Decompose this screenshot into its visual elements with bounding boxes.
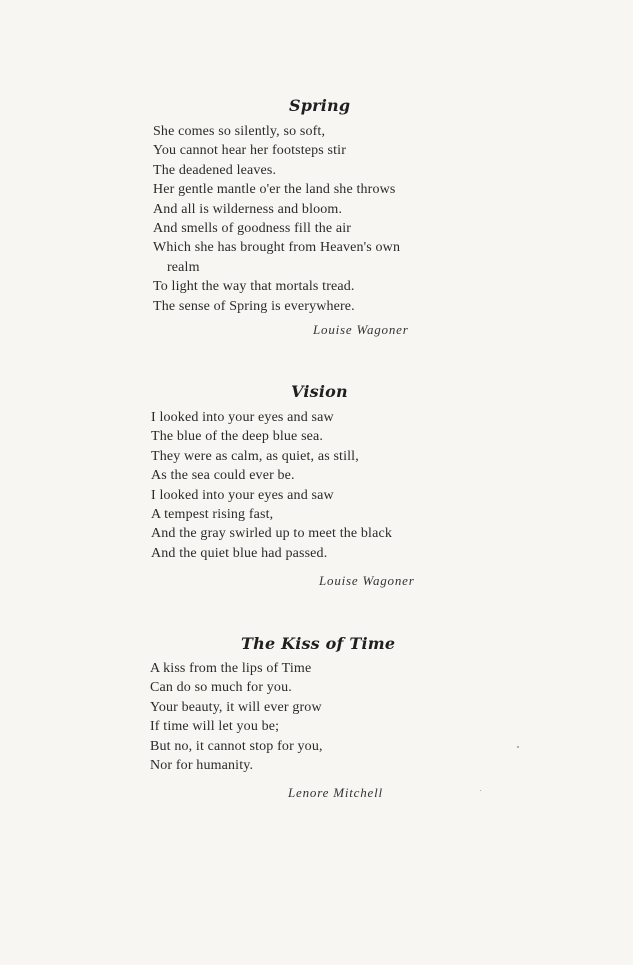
poem-lines — [150, 659, 323, 775]
poem-line: realm — [167, 259, 200, 275]
poem-line: You cannot hear her footsteps stir — [153, 143, 347, 159]
poem-title: Spring — [289, 96, 351, 115]
poem-line: She comes so silently, so soft, — [153, 124, 326, 139]
poem-line: They were as calm, as quiet, as still, — [151, 448, 359, 464]
scan-speck — [480, 790, 481, 791]
poem-line: And the gray swirled up to meet the black — [151, 526, 392, 542]
poem-line: Can do so much for you. — [150, 680, 292, 696]
poem-title: Vision — [291, 382, 348, 401]
poem-line: The sense of Spring is everywhere. — [153, 298, 355, 314]
poem-line: And all is wilderness and bloom. — [153, 201, 343, 217]
poem-line: As the sea could ever be. — [151, 468, 295, 484]
poem-line: A tempest rising fast, — [151, 506, 274, 522]
scan-speck — [517, 746, 519, 748]
poem-title: The Kiss of Time — [241, 634, 396, 653]
poem-line: To light the way that mortals tread. — [153, 279, 355, 295]
poem-author: Louise Wagoner — [313, 322, 409, 337]
poem-line: Nor for humanity. — [150, 757, 254, 773]
poem-line: And smells of goodness fill the air — [153, 220, 352, 236]
poem-line: Which she has brought from Heaven's own — [153, 240, 401, 256]
poem-author: Louise Wagoner — [319, 573, 415, 588]
poem-line: The blue of the deep blue sea. — [151, 429, 324, 445]
poem-line: Her gentle mantle o'er the land she throws — [153, 182, 396, 198]
poem-line: But no, it cannot stop for you, — [150, 738, 323, 754]
poem-lines — [151, 408, 392, 563]
poem-line: Your beauty, it will ever grow — [150, 699, 322, 715]
poem-line: The deadened leaves. — [153, 162, 277, 178]
poem-line: A kiss from the lips of Time — [150, 661, 312, 676]
poem-lines — [153, 122, 400, 316]
poem-line: And the quiet blue had passed. — [151, 545, 328, 561]
poem-author: Lenore Mitchell — [288, 785, 383, 800]
poem-line: I looked into your eyes and saw — [151, 410, 334, 425]
poem-line: If time will let you be; — [150, 719, 280, 735]
poem-line: I looked into your eyes and saw — [151, 487, 334, 503]
